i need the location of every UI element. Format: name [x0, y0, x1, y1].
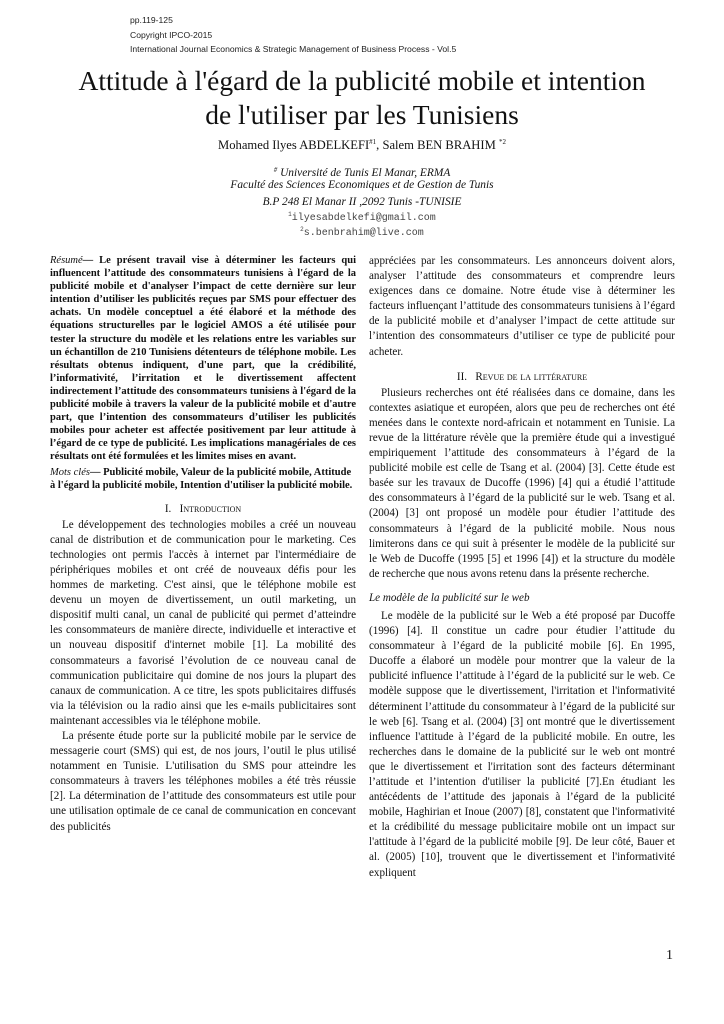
email-mark: 2 [300, 226, 304, 233]
author-1: Mohamed Ilyes ABDELKEFI [218, 138, 370, 152]
section-title: Introduction [179, 502, 242, 515]
email-author-1[interactable] [0, 211, 724, 224]
author-2-affiliation-mark: *2 [498, 138, 506, 146]
paper-title-line-2: de l'utiliser par les Tunisiens [205, 99, 519, 130]
section-number: I. [164, 502, 172, 515]
section-title: Revue de la littérature [475, 370, 588, 383]
abstract-text: Le présent travail vise à déterminer les facteurs qui influencent l’attitude des consommateurs tunisiens à l'égard de la publicité mobile et d'analyser l’impact de cette dernière sur leur intention d’utiliser les publicités reçues par SMS pour effectuer des achats. Un modèle conceptuel a été élaboré et la méthode des équations structurelles par le logiciel AMOS a été utilisée pour tester la structure du modèle et les relations entre les variables sur un échantillon de 210 Tunisiens détenteurs de téléphone mobile. Les résultats obtenus indiquent, d'une part, que la crédibilité, l’informativité, l’irritation et le divertissement affectent indirectement l’attitude des consommateurs tunisiens à l'égard de la publicité mobile à travers la valeur de la publicité mobile et d'autre part, que l’intention des consommateurs d’utiliser les publicités mobiles pour acheter est affectée positivement par leur attitude à l’égard de ce type de publicité. Les implications managériales de ces résultats ont été formulées et les limites mises en avant. [50, 255, 356, 463]
keywords-label: Mots clés [50, 466, 90, 478]
email-mark: 1 [288, 211, 292, 218]
left-column [50, 254, 356, 835]
web-model-paragraph-1: Le modèle de la publicité sur le Web a été proposé par Ducoffe (1996) [4]. Il constitue un cadre pour étudier l’attitude du consommateur à l’égard de la publicité mobile [6]. En 1995, Ducoffe a élaboré un modèle pour montrer que la valeur de la publicité influence l’attitude à l’égard de la publicité sur le web. Ce modèle suppose que le divertissement, l'irritation et l'informativité déterminent l’attitude du consommateur à l’égard de la publicité sur le web [6]. Tsang et al. (2004) [3] ont montré que le divertissement influence l'attitude à l’égard de la publicité mobile. En outre, les recherches dans le domaine de la publicité sur le web ont montré que le divertissement et l'irritation sont des facteurs déterminant l’attitude et l’intention d'utiliser la publicité [7].En étudiant les antécédents de l’attitude des japonais à l’égard de la publicité mobile, Haghirian et Inoue (2007) [8], constatent que l'informativité et la crédibilité du message publicitaire mobile ont un impact sur l'attitude à l’égard de la publicité mobile [9]. De leur côté, Bauer et al. (2005) [10], trouvent que le divertissement et l'informativité expliquent [369, 609, 675, 879]
page-range: pp.119-125 [130, 15, 173, 25]
page-number: 1 [666, 948, 673, 963]
intro-paragraph-2-continued: appréciées par les consommateurs. Les annonceurs doivent alors, analyser l’attitude des consommateurs et comprendre leurs exigences dans ce domaine. Notre étude vise à déterminer les facteurs influençant l’attitude des consommateurs tunisiens à l’égard de la publicité mobile et d’analyser l’impact de cette attitude sur l’intention des consommateurs d’utiliser ce type de publicité pour acheter. [369, 255, 675, 358]
section-number: II. [456, 370, 468, 383]
author-2: Salem BEN BRAHIM [382, 138, 499, 152]
author-1-affiliation-mark: #1 [369, 138, 377, 146]
intro-paragraph-1: Le développement des technologies mobiles a créé un nouveau canal de distribution et de communication pour le marketing. Ces technologies ont permis l'accès à internet par l'intermédiaire de périphériques mobiles et ont créé de nouveaux défis pour les hommes de marketing. C'est ainsi, que le téléphone mobile est devenu un moyen de divertissement, un outil marketing, un dispositif multi canal, un canal de publicité qui permet d’atteindre les consommateurs de manière directe, individuelle et interactive et un nouveau dispositif d'internet mobile [1]. La mobilité des consommateurs a favorisé l’évolution de ce nouveau canal de communication publicitaire qui domine de nos jours la plupart des canaux de communication. A ce titre, les spots publicitaires diffusés via la télévision ou la radio ainsi que les e-mails publicitaires sont maintenant accessibles via le téléphone mobile. [50, 518, 356, 727]
journal-name: International Journal Economics & Strategic Management of Business Process - Vol.5 [130, 44, 457, 54]
author-separator: , [376, 138, 383, 152]
affiliation-university-text: Université de Tunis El Manar, ERMA [277, 167, 451, 179]
keywords [50, 466, 356, 492]
keywords-text: Publicité mobile, Valeur de la publicité mobile, Attitude à l'égard la publicité mobile, Intention d'utiliser la publicité mobile. [50, 466, 353, 491]
email-author-2[interactable] [0, 226, 724, 239]
affiliation-mark: # [273, 166, 278, 174]
copyright: Copyright IPCO-2015 [130, 30, 213, 40]
email-address[interactable]: s.benbrahim@live.com [303, 228, 424, 239]
paper-title-line-1: Attitude à l'égard de la publicité mobile et intention [78, 65, 646, 96]
section-heading-literature-review [369, 370, 675, 384]
keywords-dash: — [89, 466, 104, 478]
abstract [50, 254, 356, 464]
intro-paragraph-2: La présente étude porte sur la publicité mobile par le service de messagerie court (SMS) qui est, de nos jours, l’outil le plus utilisé notamment en Tunisie. L'utilisation du SMS pour atteindre les consommateurs à travers les téléphones mobiles a été très réussie [2]. La détermination de l’attitude des consommateurs est utile pour une utilisation optimale de ce canal de communication en concevant des publicités [50, 730, 356, 833]
abstract-label: Résumé [50, 255, 83, 266]
email-address[interactable]: ilyesabdelkefi@gmail.com [291, 213, 436, 224]
affiliation-address: B.P 248 El Manar II ,2092 Tunis -TUNISIE [262, 196, 462, 208]
subsection-heading-web-model: Le modèle de la publicité sur le web [369, 591, 530, 604]
right-column [369, 254, 675, 881]
abstract-dash: — [82, 255, 100, 266]
section-heading-introduction [50, 502, 356, 516]
affiliation-faculty: Faculté des Sciences Economiques et de Gestion de Tunis [230, 179, 494, 191]
author-list [0, 138, 724, 153]
review-paragraph-1: Plusieurs recherches ont été réalisées dans ce domaine, dans les contextes asiatique et européen, alors que peu de recherches ont été menées dans le contexte nord-africain et notamment en Tunisie. La revue de la littérature révèle que la première étude qui a investigué empiriquement l’attitude des consommateurs à l’égard de la publicité mobile est celle de Tsang et al. (2004) [3]. Cette étude est basée sur les travaux de Ducoffe (1996) [4] qui a étudié l’attitude des consommateurs à l’égard de la publicité sur le web. Tsang et al. (2004) [3] ont proposé un modèle pour étudier l’attitude des consommateurs à l’égard de la publicité mobile. Nous nous limiterons dans ce qui suit à présenter le modèle de la publicité sur le Web de Ducoffe (1995 [5] et 1996 [4]) et la structure du modèle de recherche que nous avons retenu dans la présente recherche. [369, 386, 675, 580]
